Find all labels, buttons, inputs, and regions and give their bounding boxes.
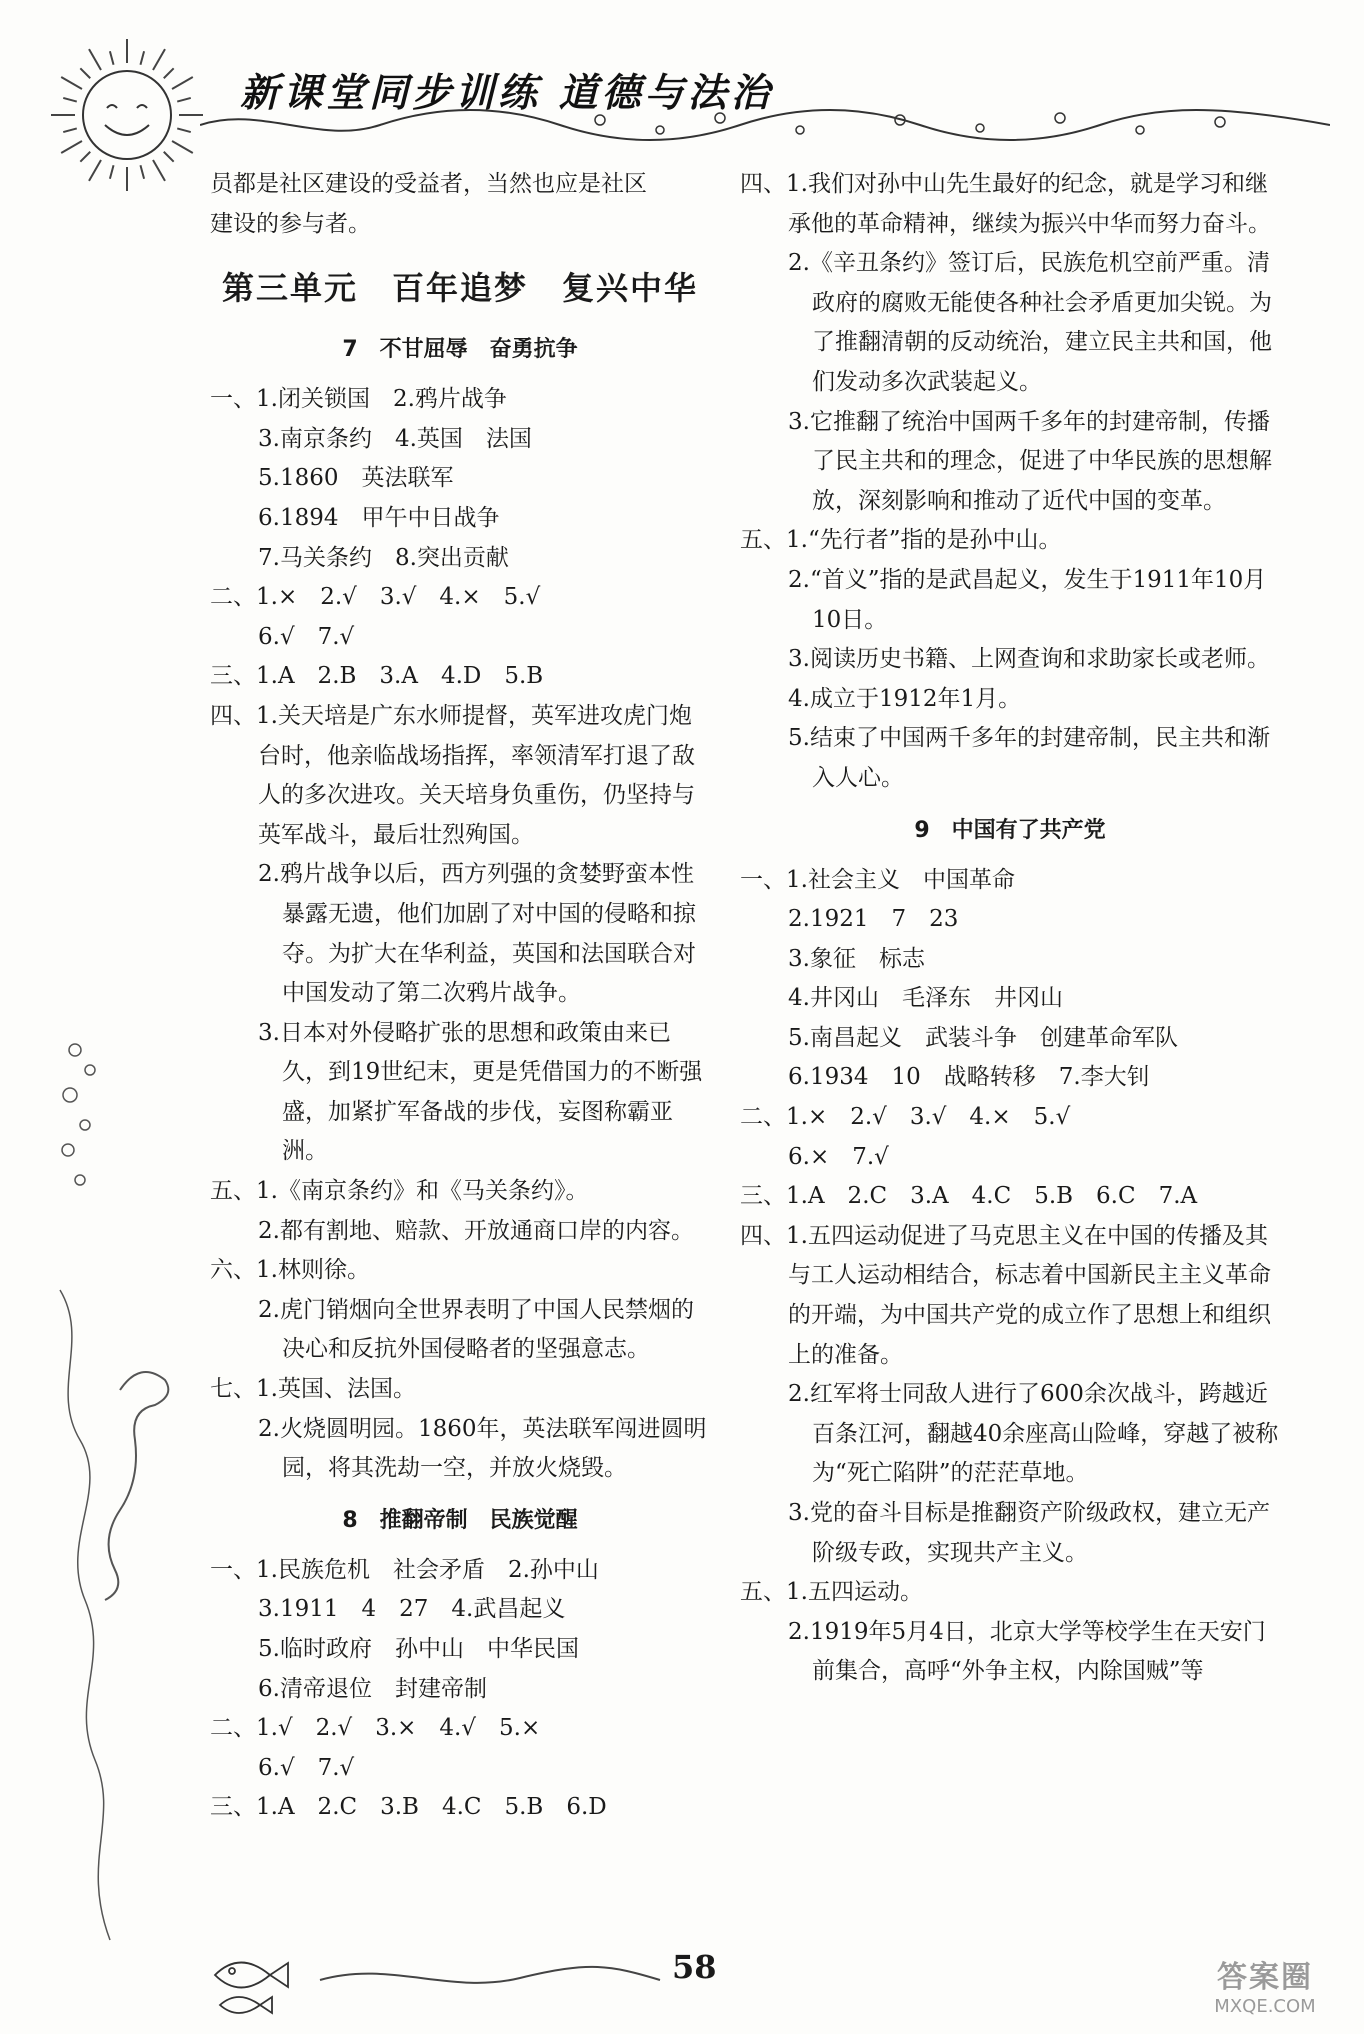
answer-item: 2.虎门销烟向全世界表明了中国人民禁烟的决心和反抗外国侵略者的坚强意志。	[258, 1296, 694, 1363]
answer-item: 5.1860 英法联军	[258, 465, 454, 492]
watermark-url: MXQE.COM	[1214, 1996, 1316, 2017]
answer-item: 6.× 7.√	[788, 1143, 889, 1170]
answer-item: 6.1934 10 战略转移 7.李大钊	[788, 1064, 1150, 1091]
answer-item: 2.1919年5月4日，北京大学等校学生在天安门前集合，高呼“外争主权，内除国贼”等	[788, 1618, 1266, 1685]
answer-section: 五、1.“先行者”指的是孙中山。	[740, 527, 1062, 554]
sun-icon	[40, 28, 215, 203]
watermark-title: 答案圈	[1217, 1960, 1313, 1995]
answer-item: 3.党的奋斗目标是推翻资产阶级政权，建立无产阶级专政，实现共产主义。	[788, 1500, 1270, 1566]
answer-item: 6.√ 7.√	[258, 1754, 355, 1781]
answer-item: 2.1921 7 23	[788, 906, 959, 933]
answer-section: 四、1.五四运动促进了马克思主义在中国的传播及其与工人运动相结合，标志着中国新民主主义革命的开端，为中国共产党的成立作了思想上和组织上的准备。	[740, 1222, 1271, 1368]
answer-item: 2.鸦片战争以后，西方列强的贪婪野蛮本性暴露无遗，他们加剧了对中国的侵略和掠夺。为扩大在华利益，英国和法国联合对中国发动了第二次鸦片战争。	[258, 861, 696, 1007]
answer-section: 五、1.《南京条约》和《马关条约》。	[210, 1178, 589, 1205]
answer-text: 员都是社区建设的受益者，当然也应是社区	[210, 171, 647, 197]
answer-item: 3.1911 4 27 4.武昌起义	[258, 1596, 566, 1623]
lesson-title: 8 推翻帝制 民族觉醒	[342, 1507, 578, 1533]
answer-section: 二、1.× 2.√ 3.√ 4.× 5.√	[210, 584, 541, 611]
answer-item: 3.日本对外侵略扩张的思想和政策由来已久，到19世纪末，更是凭借国力的不断强盛，加紧扩军备战的步伐，妄图称霸亚洲。	[258, 1019, 703, 1165]
answer-section: 三、1.A 2.C 3.B 4.C 5.B 6.D	[210, 1794, 607, 1821]
answer-item: 6.1894 甲午中日战争	[258, 504, 500, 531]
lesson-title: 9 中国有了共产党	[914, 817, 1106, 843]
answer-column-left	[210, 165, 710, 1828]
header-title: 新课堂同步训练 道德与法治	[240, 71, 774, 116]
answer-item: 2.火烧圆明园。1860年，英法联军闯进圆明园，将其洗劫一空，并放火烧毁。	[258, 1415, 707, 1482]
answer-item: 5.临时政府 孙中山 中华民国	[258, 1636, 579, 1662]
answer-item: 2.《辛丑条约》签订后，民族危机空前严重。清政府的腐败无能使各种社会矛盾更加尖锐。为了推翻清朝的反动统治，建立民主共和国，他们发动多次武装起义。	[788, 250, 1272, 395]
answer-section: 七、1.英国、法国。	[210, 1376, 416, 1403]
answer-text: 建设的参与者。	[210, 210, 371, 237]
answer-item: 2.都有割地、赔款、开放通商口岸的内容。	[258, 1217, 694, 1244]
decorative-vine	[200, 100, 1330, 150]
lesson-title: 7 不甘屈辱 奋勇抗争	[342, 337, 578, 363]
answer-item: 2.红军将士同敌人进行了600余次战斗，跨越近百条江河，翻越40余座高山险峰，穿越了被称为“死亡陷阱”的茫茫草地。	[788, 1381, 1279, 1487]
watermark	[1180, 1960, 1350, 2030]
answer-item: 3.阅读历史书籍、上网查询和求助家长或老师。	[788, 646, 1270, 673]
answer-column-right	[740, 165, 1280, 1692]
page-header	[0, 0, 1364, 180]
answer-section: 一、1.民族危机 社会矛盾 2.孙中山	[210, 1556, 599, 1583]
answer-section: 一、1.社会主义 中国革命	[740, 866, 1015, 893]
answer-section: 六、1.林则徐。	[210, 1257, 370, 1284]
decorative-wave	[190, 1940, 710, 2010]
answer-section: 四、1.关天培是广东水师提督，英军进攻虎门炮台时，他亲临战场指挥，率领清军打退了敌人的多次进攻。关天培身负重伤，仍坚持与英军战斗，最后壮烈殉国。	[210, 702, 695, 848]
answer-section: 五、1.五四运动。	[740, 1579, 923, 1606]
answer-item: 6.√ 7.√	[258, 623, 355, 650]
answer-section: 三、1.A 2.B 3.A 4.D 5.B	[210, 663, 544, 690]
answer-section: 一、1.闭关锁国 2.鸦片战争	[210, 386, 507, 413]
answer-item: 3.它推翻了统治中国两千多年的封建帝制，传播了民主共和的理念，促进了中华民族的思想解放，深刻影响和推动了近代中国的变革。	[788, 408, 1272, 514]
answer-section: 三、1.A 2.C 3.A 4.C 5.B 6.C 7.A	[740, 1183, 1198, 1210]
page-number: 58	[672, 1948, 717, 1986]
answer-section: 二、1.√ 2.√ 3.× 4.√ 5.×	[210, 1715, 541, 1742]
answer-item: 4.成立于1912年1月。	[788, 685, 1022, 712]
answer-item: 3.南京条约 4.英国 法国	[258, 425, 532, 452]
answer-section: 二、1.× 2.√ 3.√ 4.× 5.√	[740, 1104, 1071, 1131]
answer-item: 5.南昌起义 武装斗争 创建革命军队	[788, 1024, 1178, 1051]
answer-item: 7.马关条约 8.突出贡献	[258, 544, 509, 571]
answer-item: 3.象征 标志	[788, 945, 925, 972]
answer-item: 6.清帝退位 封建帝制	[258, 1675, 487, 1702]
answer-item: 2.“首义”指的是武昌起义，发生于1911年10月10日。	[788, 566, 1267, 633]
seahorse-decoration	[40, 1040, 190, 1970]
answer-item: 5.结束了中国两千多年的封建帝制，民主共和渐入人心。	[788, 725, 1270, 791]
answer-section: 四、1.我们对孙中山先生最好的纪念，就是学习和继承他的革命精神，继续为振兴中华而努力奋斗。	[740, 171, 1271, 237]
answer-item: 4.井冈山 毛泽东 井冈山	[788, 985, 1063, 1012]
unit-title: 第三单元 百年追梦 复兴中华	[221, 269, 698, 308]
